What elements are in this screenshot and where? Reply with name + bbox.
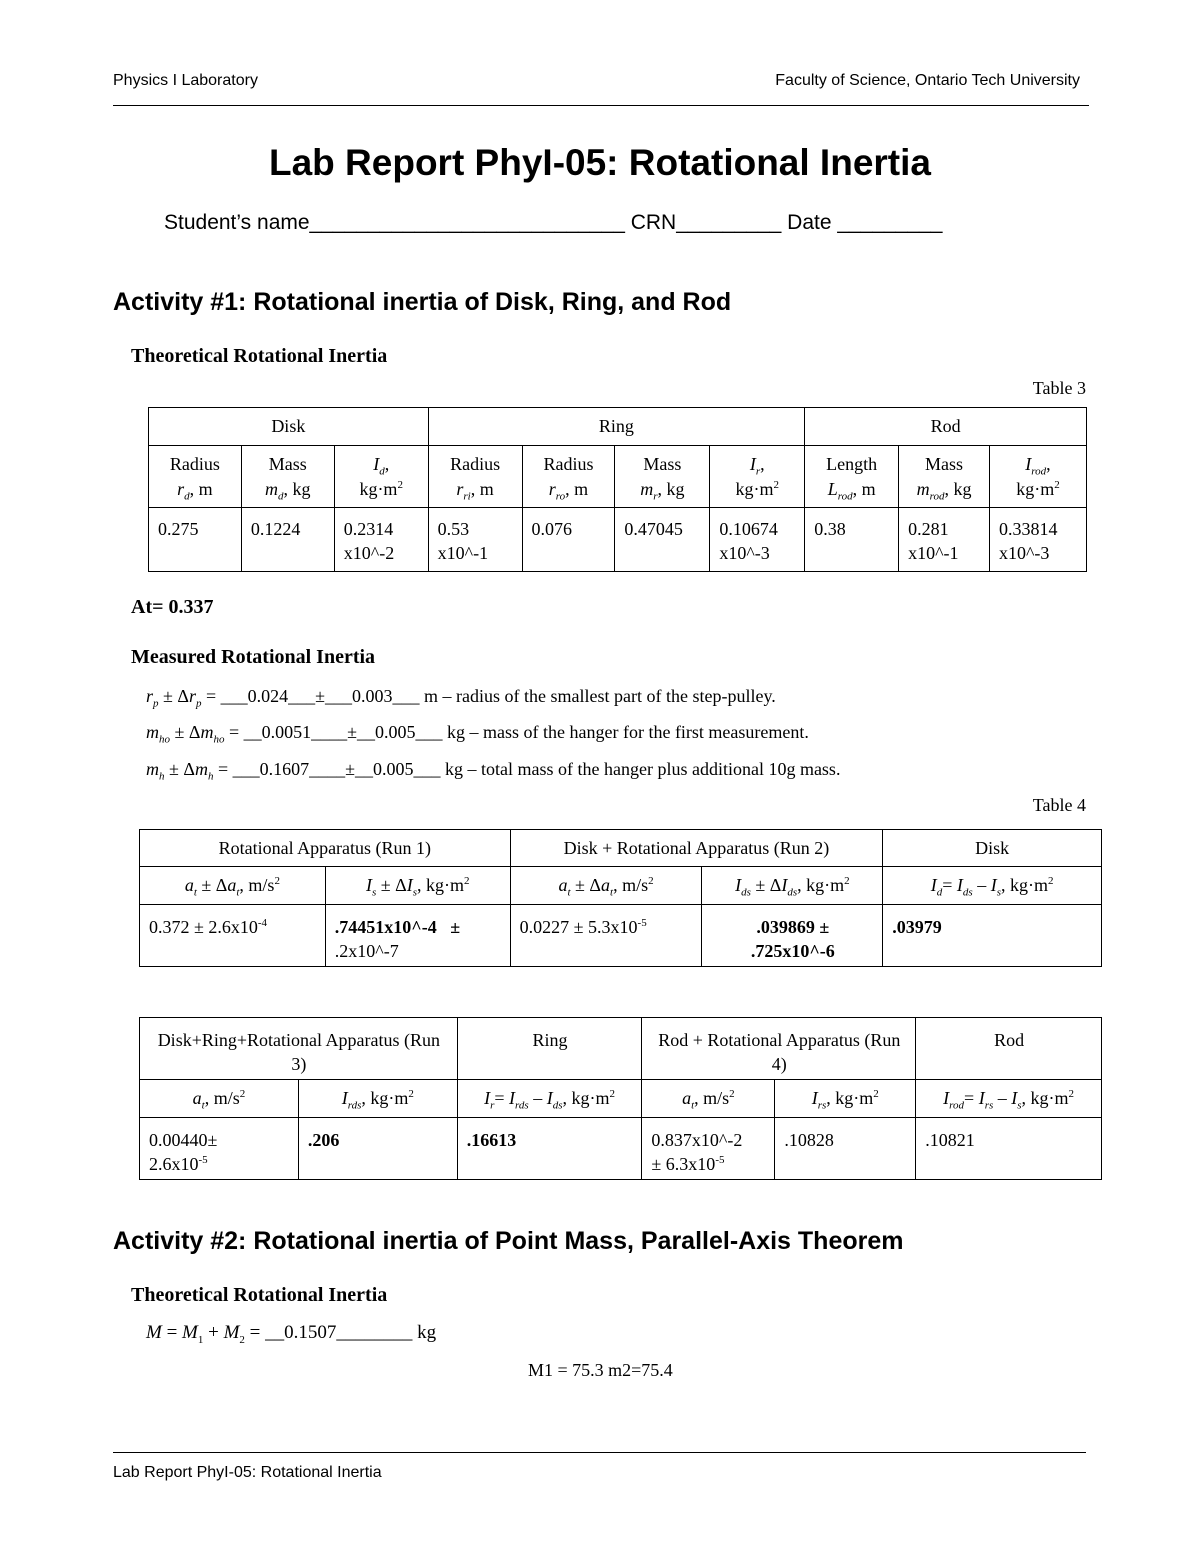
table3-group-ring: Ring [428,408,805,446]
table5-group-ring: Ring [457,1018,642,1080]
meas-text: ___0.024___±___0.003___ m – radius of the smallest part of the step-pulley. [220,686,776,706]
table4-cell: $0.372 \pm 2.6x10^{-4}$ [140,905,326,967]
table3-col-header: $I_d$, $kg\cdot m^2$ [334,446,428,508]
activity2-theoretical-heading: Theoretical Rotational Inertia [131,1284,388,1306]
table5-cell: .16613 [457,1118,642,1180]
table-row [149,508,1087,572]
table3-cell: 0.33814 x10^-3 [989,508,1086,572]
table3-col-header: Radius $r_d$, m [149,446,242,508]
table3-cell: 0.076 [522,508,615,572]
header-divider [113,105,1089,106]
table4-cell: .039869 ± .725x10^-6 [702,905,883,967]
table4-group-run1: Rotational Apparatus (Run 1) [140,830,511,867]
table4-group-run2: Disk + Rotational Apparatus (Run 2) [510,830,883,867]
table4-cell: $0.0227 \pm 5.3x10^{-5}$ [510,905,702,967]
table3-cell: 0.275 [149,508,242,572]
table-row [140,905,1102,967]
meas-text: __0.0051____±__0.005___ kg – mass of the hanger for the first measurement. [243,722,809,742]
table3-col-header: Length $L_{rod}$, m [805,446,899,508]
total-mass-value: __0.1507________ kg [265,1322,437,1343]
table5-col-header: $I_{rs}$, $kg\cdot m^2$ [775,1080,916,1118]
table5-col-header: $a_t$, $m/s^2$ [140,1080,299,1118]
total-mass-line: $M = M_1 + M_2$ = __0.1507________ kg [146,1322,437,1346]
table3-col-header: Radius $r_{ri}$, m [428,446,522,508]
table4-group-disk: Disk [883,830,1102,867]
table5-col-header: $a_t$, $m/s^2$ [642,1080,775,1118]
table5-cell: .10828 [775,1118,916,1180]
table5-col-header: $I_{rod}= I_{rs} - I_s$, $kg\cdot m^2$ [916,1080,1102,1118]
table3-cell: 0.1224 [241,508,334,572]
table4-col-header: $a_t \pm \Delta a_t$, $m/s^2$ [140,867,326,905]
activity1-heading: Activity #1: Rotational inertia of Disk, Ring, and Rod [113,288,732,316]
table5-group-run3: Disk+Ring+Rotational Apparatus (Run 3) [140,1018,458,1080]
page-footer: Lab Report PhyI-05: Rotational Inertia [113,1464,382,1481]
table5-cell: 0.837x10^-2 ± $6.3x10^{-5}$ [642,1118,775,1180]
table5-group-rod: Rod [916,1018,1102,1080]
table-row [140,1118,1102,1180]
table3-caption: Table 3 [1032,378,1086,398]
table3-cell: 0.10674 x10^-3 [710,508,805,572]
table4-col-header: $a_t \pm \Delta a_t$, $m/s^2$ [510,867,702,905]
table3-col-header: $I_{rod}$, $kg\cdot m^2$ [989,446,1086,508]
table5-group-run4: Rod + Rotational Apparatus (Run 4) [642,1018,916,1080]
table3-cell: 0.281 x10^-1 [899,508,990,572]
table3 [148,407,1087,572]
table3-col-header: Mass $m_d$, kg [241,446,334,508]
table3-col-header: Mass $m_r$, kg [615,446,710,508]
table5-cell: .10821 [916,1118,1102,1180]
table5-column-headers [140,1080,1102,1118]
footer-divider [113,1452,1086,1453]
table3-col-header: Radius $r_{ro}$, m [522,446,615,508]
table4-col-header: $I_{ds} \pm \Delta I_{ds}$, $kg\cdot m^2$ [702,867,883,905]
table5-col-header: $I_r= I_{rds} - I_{ds}$, $kg\cdot m^2$ [457,1080,642,1118]
table4 [139,829,1102,967]
table5-cell: 0.00440± $2.6x10^{-5}$ [140,1118,299,1180]
table3-cell: 0.47045 [615,508,710,572]
table3-group-disk: Disk [149,408,429,446]
table4-cell: .74451x10^-4 ± .2x10^-7 [325,905,510,967]
activity1-theoretical-heading: Theoretical Rotational Inertia [131,345,388,367]
page-header-left: Physics I Laboratory [113,72,258,89]
measurement-line: $r_p \pm \Delta r_p$ = ___0.024___±___0.003___ m – radius of the smallest part of the step-pulley. [146,686,776,710]
measured-heading: Measured Rotational Inertia [131,646,376,668]
measurement-line: $m_{ho} \pm \Delta m_{ho}$ = __0.0051____±__0.005___ kg – mass of the hanger for the first measurement. [146,722,809,746]
table5-col-header: $I_{rds}$, $kg\cdot m^2$ [298,1080,457,1118]
masses-note: M1 = 75.3 m2=75.4 [528,1360,673,1380]
meas-text: ___0.1607____±__0.005___ kg – total mass of the hanger plus additional 10g mass. [232,759,841,779]
table3-column-headers [149,446,1087,508]
page-header-right: Faculty of Science, Ontario Tech University [775,72,1080,89]
table3-col-header: Mass $m_{rod}$, kg [899,446,990,508]
table4-cell: .03979 [883,905,1102,967]
table4-column-headers [140,867,1102,905]
table3-col-header: $I_r$, $kg\cdot m^2$ [710,446,805,508]
table3-cell: 0.53 x10^-1 [428,508,522,572]
table3-cell: 0.38 [805,508,899,572]
measurement-line: $m_h \pm \Delta m_h$ = ___0.1607____±__0.005___ kg – total mass of the hanger plus additional 10g mass. [146,759,841,783]
table3-group-rod: Rod [805,408,1087,446]
at-value-line: At= 0.337 [131,596,214,618]
table4-col-header: $I_s \pm \Delta I_s$, $kg\cdot m^2$ [325,867,510,905]
table4-caption: Table 4 [1032,795,1086,815]
page-title: Lab Report PhyI-05: Rotational Inertia [269,142,931,183]
table5-cell: .206 [298,1118,457,1180]
table3-cell: 0.2314 x10^-2 [334,508,428,572]
student-info-line: Student’s name___________________________ CRN_________ Date _________ [164,211,943,234]
activity2-heading: Activity #2: Rotational inertia of Point Mass, Parallel-Axis Theorem [113,1227,904,1255]
table5 [139,1017,1102,1180]
table4-col-header: $I_d= I_{ds} - I_s$, $kg\cdot m^2$ [883,867,1102,905]
